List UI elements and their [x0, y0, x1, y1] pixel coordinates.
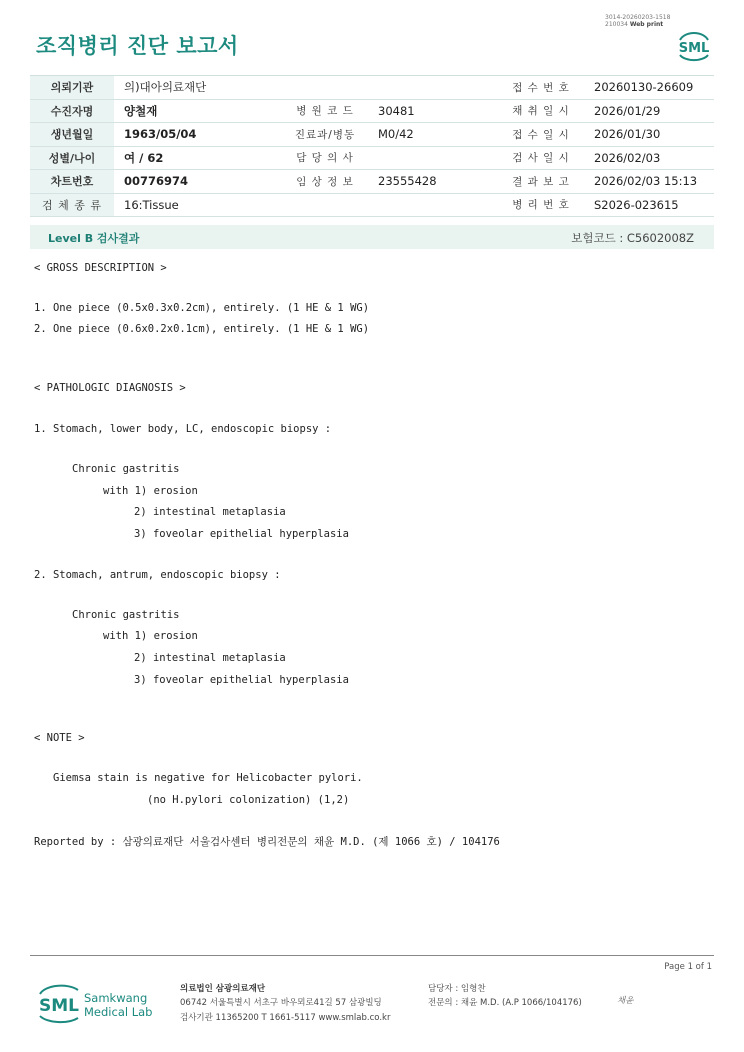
info-value: 1963/05/04: [114, 123, 282, 147]
footer-staff: 담당자 : 임형찬: [428, 984, 486, 994]
info-row: [30, 170, 714, 194]
report-line: 2. Stomach, antrum, endoscopic biopsy :: [34, 569, 281, 581]
info-label: 담 당 의 사: [282, 146, 368, 170]
info-label: 의뢰기관: [30, 76, 114, 100]
report-line: 2) intestinal metaplasia: [134, 506, 286, 518]
report-line: 3) foveolar epithelial hyperplasia: [134, 674, 349, 686]
info-value: [368, 146, 498, 170]
info-value: 00776974: [114, 170, 282, 194]
footer-specialist: 전문의 : 채윤 M.D. (A.P 1066/104176): [428, 998, 582, 1008]
info-label: 결 과 보 고: [498, 170, 584, 194]
info-label: 생년월일: [30, 123, 114, 147]
info-value: 16:Tissue: [114, 193, 498, 217]
footer-org: 의료법인 삼광의료재단: [180, 984, 266, 994]
report-line: Giemsa stain is negative for Helicobacter pylori.: [53, 772, 363, 784]
info-value: 30481: [368, 99, 498, 123]
footer-divider: [30, 955, 714, 956]
report-line: with 1) erosion: [103, 485, 198, 497]
report-line: Chronic gastritis: [72, 463, 180, 475]
info-value: 2026/01/30: [584, 123, 714, 147]
info-label: 병 원 코 드: [282, 99, 368, 123]
info-row: [30, 123, 714, 147]
info-value: 양철재: [114, 99, 282, 123]
info-value: 2026/02/03 15:13: [584, 170, 714, 194]
print-code: 3014-20260203-1518 210034 Web print: [605, 14, 671, 28]
logo-text: SML: [39, 996, 79, 1016]
logo-name-line1: Samkwang: [84, 991, 148, 1005]
info-row: [30, 99, 714, 123]
info-label: 병 리 번 호: [498, 193, 584, 217]
report-line: 2. One piece (0.6x0.2x0.1cm), entirely. (1 HE & 1 WG): [34, 323, 370, 335]
signature: 채윤: [617, 996, 634, 1006]
report-line: 2) intestinal metaplasia: [134, 652, 286, 664]
section-heading: < GROSS DESCRIPTION >: [34, 262, 167, 274]
report-line: with 1) erosion: [103, 630, 198, 642]
info-label: 진료과/병동: [282, 123, 368, 147]
info-value: M0/42: [368, 123, 498, 147]
report-line: 1. One piece (0.5x0.3x0.2cm), entirely. (1 HE & 1 WG): [34, 302, 370, 314]
info-value: 2026/02/03: [584, 146, 714, 170]
report-line: 1. Stomach, lower body, LC, endoscopic biopsy :: [34, 423, 332, 435]
section-heading: < NOTE >: [34, 732, 85, 744]
report-line: Chronic gastritis: [72, 609, 180, 621]
info-label: 검 사 일 시: [498, 146, 584, 170]
page-title: 조직병리 진단 보고서: [36, 34, 239, 58]
info-label: 임 상 정 보: [282, 170, 368, 194]
sml-logo-icon: [674, 28, 714, 62]
page-number: Page 1 of 1: [664, 962, 712, 972]
info-row: [30, 146, 714, 170]
info-row: [30, 193, 714, 217]
patient-info-table: [30, 75, 714, 217]
info-value: S2026-023615: [584, 193, 714, 217]
report-line: 3) foveolar epithelial hyperplasia: [134, 528, 349, 540]
footer-contact: 검사기관 11365200 T 1661-5117 www.smlab.co.kr: [180, 1013, 391, 1023]
logo-text: SML: [678, 41, 710, 56]
info-value: 의)대아의료재단: [114, 76, 498, 100]
samkwang-logo-icon: [36, 980, 166, 1028]
info-value: 20260130-26609: [584, 76, 714, 100]
info-label: 차트번호: [30, 170, 114, 194]
reported-by: Reported by : 삼광의료재단 서울검사센터 병리전문의 채윤 M.D. (제 1066 호) / 104176: [34, 836, 500, 848]
insurance-code: 보험코드 : C5602008Z: [571, 231, 694, 245]
info-value: 2026/01/29: [584, 99, 714, 123]
level-label: Level B 검사결과: [48, 232, 140, 245]
level-result-bar: [30, 225, 714, 249]
info-label: 수진자명: [30, 99, 114, 123]
info-value: 여 / 62: [114, 146, 282, 170]
info-label: 채 취 일 시: [498, 99, 584, 123]
section-heading: < PATHOLOGIC DIAGNOSIS >: [34, 382, 186, 394]
info-value: 23555428: [368, 170, 498, 194]
logo-name-line2: Medical Lab: [84, 1005, 153, 1019]
report-line: (no H.pylori colonization) (1,2): [147, 794, 350, 806]
footer-address: 06742 서울특별시 서초구 바우뫼로41길 57 삼광빌딩: [180, 998, 382, 1008]
info-label: 접 수 번 호: [498, 76, 584, 100]
info-label: 검 체 종 류: [30, 193, 114, 217]
info-row: [30, 76, 714, 100]
info-label: 접 수 일 시: [498, 123, 584, 147]
info-label: 성별/나이: [30, 146, 114, 170]
